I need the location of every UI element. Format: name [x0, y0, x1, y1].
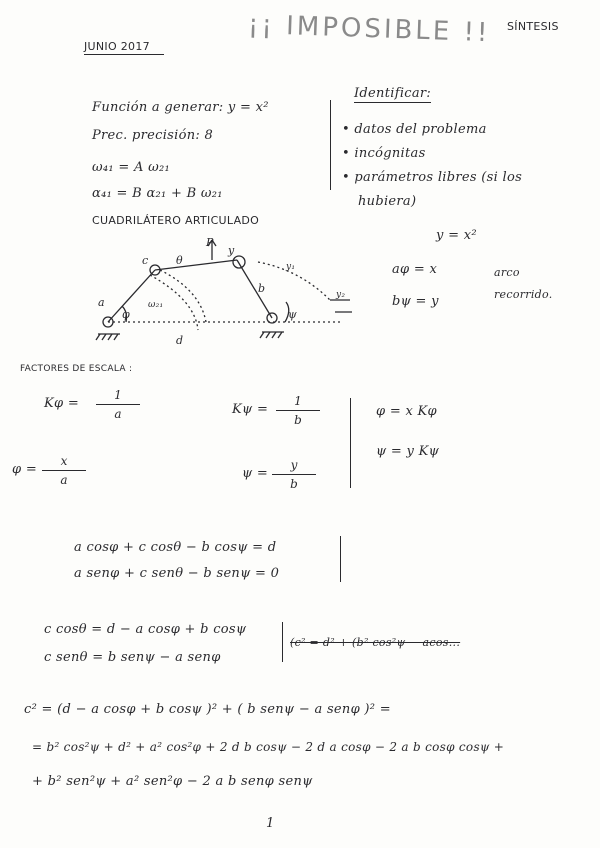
- axis-y-label: y: [228, 244, 235, 257]
- kphi-den: a: [114, 407, 122, 421]
- c-sin-theta-eq: c senθ = b senψ − a senφ: [44, 650, 221, 665]
- closure-eq-x: a cosφ + c cosθ − b cosψ = d: [74, 540, 277, 555]
- phi-fraction: [42, 454, 86, 487]
- link-b-label: b: [258, 282, 266, 295]
- relation-psi: bψ = y: [392, 294, 439, 309]
- target-function: y = x²: [436, 228, 477, 243]
- link-d-label: d: [176, 334, 184, 347]
- scale-title: FACTORES DE ESCALA :: [20, 364, 133, 374]
- struck-expression: (c² = d² + (b² cos²ψ − acos...: [290, 636, 461, 649]
- identify-item: • parámetros libres (si los: [342, 170, 523, 185]
- relation-phi: aφ = x: [392, 262, 438, 277]
- psi-num: y: [290, 458, 298, 472]
- psi-lhs: ψ =: [242, 466, 269, 481]
- kpsi-lhs: Kψ =: [232, 402, 269, 417]
- c-cos-theta-eq: c cosθ = d − a cosφ + b cosψ: [44, 622, 247, 637]
- system1-bracket: [340, 536, 341, 582]
- phi-den: a: [60, 473, 68, 487]
- section-label: SÍNTESIS: [507, 20, 559, 33]
- kpsi-num: 1: [294, 394, 302, 408]
- phi-num: x: [60, 454, 68, 468]
- psi-relation: ψ = y Kψ: [376, 444, 440, 459]
- closure-eq-y: a senφ + c senθ − b senψ = 0: [74, 566, 280, 581]
- expansion-line-3: + b² sen²ψ + a² sen²φ − 2 a b senφ senψ: [32, 774, 313, 789]
- precision-line: Prec. precisión: 8: [92, 128, 214, 143]
- coupler-point-label: P: [206, 236, 214, 249]
- system2-bracket: [282, 622, 283, 662]
- identify-item: • datos del problema: [342, 122, 487, 137]
- link-a-label: a: [98, 296, 105, 309]
- angular-velocity-eq: ω₄₁ = A ω₂₁: [92, 160, 171, 175]
- expansion-line-1: c² = (d − a cosφ + b cosψ )² + ( b senψ − a senφ )² =: [24, 702, 391, 717]
- date-label: JUNIO 2017: [84, 40, 164, 55]
- kphi-num: 1: [114, 388, 122, 402]
- page-title: ¡¡ IMPOSIBLE !!: [247, 9, 491, 49]
- fraction-bar: [42, 470, 86, 471]
- angular-accel-eq: α₄₁ = B α₂₁ + B ω₂₁: [92, 186, 223, 201]
- angle-psi-label: ψ: [288, 308, 297, 321]
- mechanism-label: CUADRILÁTERO ARTICULADO: [92, 214, 260, 227]
- kpsi-den: b: [294, 413, 302, 427]
- fraction-bar: [272, 474, 316, 475]
- kphi-lhs: Kφ =: [44, 396, 80, 411]
- expansion-line-2: = b² cos²ψ + d² + a² cos²φ + 2 d b cosψ − 2 d a cosφ − 2 a b cosφ cosψ +: [32, 740, 505, 754]
- angle-phi-label: φ: [122, 308, 131, 321]
- angle-theta-label: θ: [176, 254, 183, 267]
- fraction-bar: [276, 410, 320, 411]
- link-c-label: c: [142, 254, 149, 267]
- identify-title: Identificar:: [354, 86, 432, 101]
- y-final-label: y₂: [336, 290, 346, 300]
- psi-den: b: [290, 477, 298, 491]
- fraction-bar: [96, 404, 140, 405]
- identify-item: • incógnitas: [342, 146, 426, 161]
- kphi-fraction: [96, 388, 140, 421]
- scale-divider: [350, 398, 351, 488]
- y-initial-label: y₁: [286, 262, 296, 272]
- kpsi-fraction: [276, 394, 320, 427]
- function-line: Función a generar: y = x²: [92, 100, 269, 115]
- phi-relation: φ = x Kφ: [376, 404, 437, 419]
- arc-note: recorrido.: [494, 288, 553, 301]
- page-number: 1: [266, 816, 275, 831]
- phi-lhs: φ =: [12, 462, 38, 477]
- identify-item: hubiera): [358, 194, 417, 209]
- omega-label: ω₂₁: [148, 300, 164, 310]
- psi-fraction: [272, 458, 316, 491]
- arc-note: arco: [494, 266, 520, 279]
